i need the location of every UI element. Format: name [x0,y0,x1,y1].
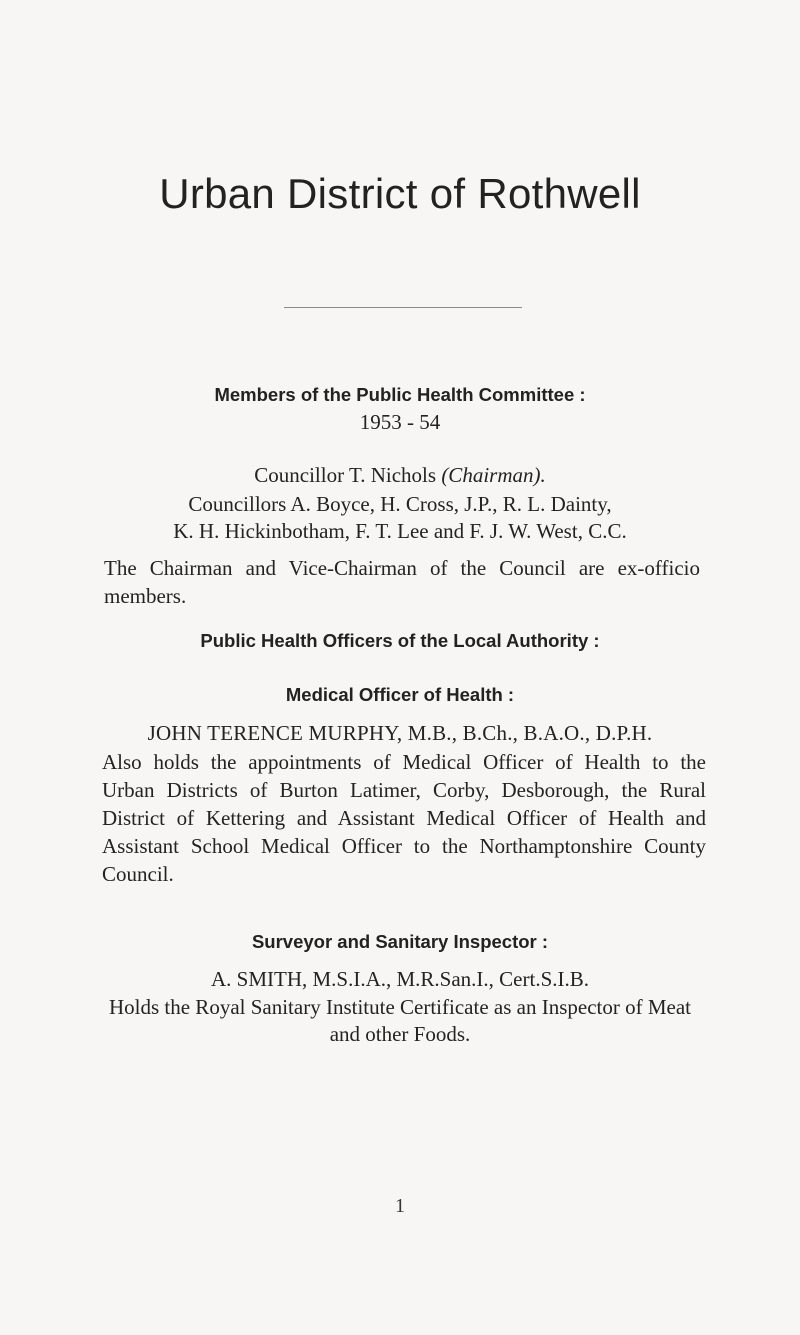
ex-officio-line-2: members. [104,584,187,608]
committee-members-line-1: Councillors A. Boyce, H. Cross, J.P., R. L. Dainty, [188,492,612,516]
moh-desc-line-1: Also holds the appointments of Medical Officer of Health to the [102,750,706,774]
moh-desc-line-5: Council. [102,862,174,886]
title-divider [284,307,522,308]
committee-chairman [0,461,800,489]
officers-heading: Public Health Officers of the Local Authority : [200,630,600,651]
moh-name-text: JOHN TERENCE MURPHY, M.B., B.Ch., B.A.O., D.P.H. [147,721,653,745]
surveyor-name: A. SMITH, M.S.I.A., M.R.San.I., Cert.S.I.B. [210,967,590,991]
committee-members-line-2: K. H. Hickinbotham, F. T. Lee and F. J. W. West, C.C. [173,519,627,543]
chairman-role: (Chairman). [441,463,546,487]
chairman-name: Councillor T. Nichols [254,463,442,487]
moh-desc-line-2: Urban Districts of Burton Latimer, Corby, Desborough, the Rural [102,778,706,802]
surveyor-desc-line-2: and other Foods. [329,1022,471,1046]
ex-officio-paragraph [104,554,700,610]
document-title: Urban District of Rothwell [159,170,641,217]
surveyor-heading: Surveyor and Sanitary Inspector : [251,931,549,952]
moh-desc-line-4: Assistant School Medical Officer to the Northamptonshire County [102,834,706,858]
committee-year: 1953 - 54 [359,410,441,434]
moh-name [0,719,800,747]
moh-description [102,748,706,888]
committee-heading: Members of the Public Health Committee : [214,384,586,405]
moh-heading: Medical Officer of Health : [285,684,515,705]
page-number: 1 [395,1195,405,1217]
ex-officio-line-1: The Chairman and Vice-Chairman of the Council are ex-officio [104,556,700,580]
surveyor-desc-line-1: Holds the Royal Sanitary Institute Certificate as an Inspector of Meat [108,995,691,1019]
moh-desc-line-3: District of Kettering and Assistant Medical Officer of Health and [102,806,706,830]
